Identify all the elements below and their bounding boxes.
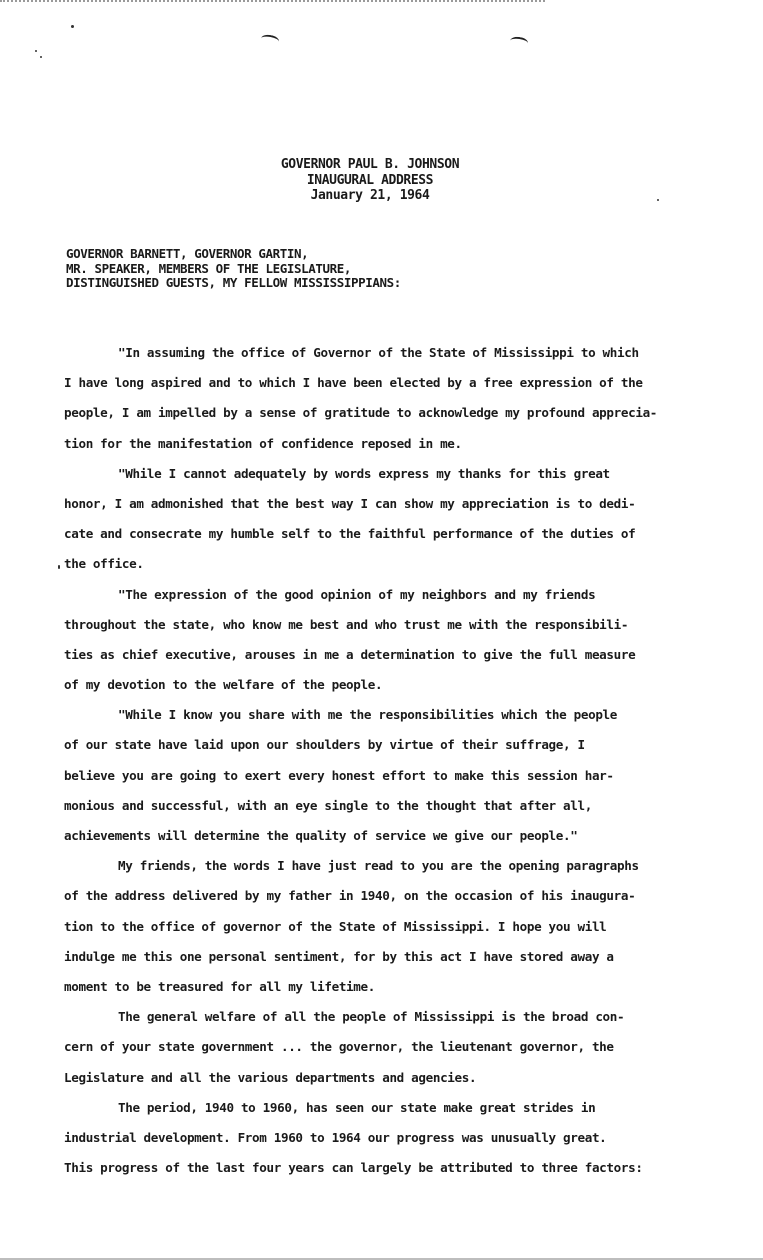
- paragraph-line: achievements will determine the quality of service we give our people.": [64, 828, 578, 843]
- scan-speck: [71, 25, 74, 28]
- scan-speck: [58, 565, 60, 569]
- paragraph-line: moment to be treasured for all my lifetime.: [64, 978, 375, 994]
- paragraph-line: "In assuming the office of Governor of the State of Mississippi to which: [118, 345, 639, 360]
- paragraph-line: My friends, the words I have just read to you are the opening paragraphs: [118, 858, 639, 874]
- paragraph-line: of my devotion to the welfare of the people.: [64, 677, 383, 693]
- paragraph-line: cate and consecrate my humble self to the faithful performance of the duties of: [64, 526, 636, 542]
- binder-hole-mark-right: [509, 36, 528, 48]
- salutation-line: MR. SPEAKER, MEMBERS OF THE LEGISLATURE,: [66, 260, 352, 276]
- paragraph-line: The general welfare of all the people of Mississippi is the broad con-: [118, 1009, 625, 1025]
- paragraph-line: industrial development. From 1960 to 1964 our progress was unusually great.: [64, 1129, 607, 1145]
- paragraph-line: tion for the manifestation of confidence reposed in me.: [64, 435, 462, 451]
- scan-speck: [35, 50, 37, 52]
- paragraph-line: "The expression of the good opinion of my neighbors and my friends: [118, 586, 596, 602]
- paragraph-line: of our state have laid upon our shoulders by virtue of their suffrage, I: [64, 737, 585, 753]
- scan-speck: [657, 199, 659, 201]
- paragraph-line: monious and successful, with an eye single to the thought that after all,: [64, 797, 592, 813]
- paragraph-line: "While I cannot adequately by words express my thanks for this great: [118, 465, 610, 481]
- paragraph-line: indulge me this one personal sentiment, for by this act I have stored away a: [64, 948, 614, 964]
- paragraph-line: Legislature and all the various departments and agencies.: [64, 1069, 477, 1085]
- document-header: [220, 157, 520, 204]
- scan-speck: [40, 56, 42, 58]
- paragraph-line: honor, I am admonished that the best way I can show my appreciation is to dedi-: [64, 495, 636, 511]
- paragraph-line: the office.: [64, 556, 144, 572]
- paragraph-line: of the address delivered by my father in 1940, on the occasion of his inaugura-: [64, 888, 636, 904]
- paragraph-line: The period, 1940 to 1960, has seen our state make great strides in: [118, 1099, 596, 1115]
- scan-bottom-edge: [0, 1254, 763, 1260]
- paragraph-line: people, I am impelled by a sense of gratitude to acknowledge my profound apprecia-: [64, 405, 658, 421]
- paragraph-line: believe you are going to exert every honest effort to make this session har-: [64, 767, 614, 783]
- paragraph-line: ties as chief executive, arouses in me a determination to give the full measure: [64, 646, 636, 662]
- header-date: January 21, 1964: [310, 188, 430, 203]
- paragraph-line: "While I know you share with me the responsibilities which the people: [118, 707, 618, 723]
- salutation-line: GOVERNOR BARNETT, GOVERNOR GARTIN,: [66, 246, 309, 261]
- paragraph-line: This progress of the last four years can largely be attributed to three factors:: [64, 1160, 643, 1176]
- scan-top-edge: [0, 0, 545, 5]
- paragraph-line: throughout the state, who know me best and who trust me with the responsibili-: [64, 616, 629, 632]
- salutation: [66, 247, 706, 291]
- binder-hole-mark-left: [260, 34, 279, 47]
- paragraph-line: tion to the office of governor of the State of Mississippi. I hope you will: [64, 918, 607, 934]
- address-body: [64, 338, 704, 1183]
- header-subtitle: INAUGURAL ADDRESS: [306, 172, 434, 188]
- salutation-line: DISTINGUISHED GUESTS, MY FELLOW MISSISSIPPIANS:: [66, 275, 401, 290]
- header-title: GOVERNOR PAUL B. JOHNSON: [280, 157, 460, 172]
- paragraph-line: cern of your state government ... the governor, the lieutenant governor, the: [64, 1039, 614, 1055]
- paragraph-line: I have long aspired and to which I have been elected by a free expression of the: [64, 375, 643, 391]
